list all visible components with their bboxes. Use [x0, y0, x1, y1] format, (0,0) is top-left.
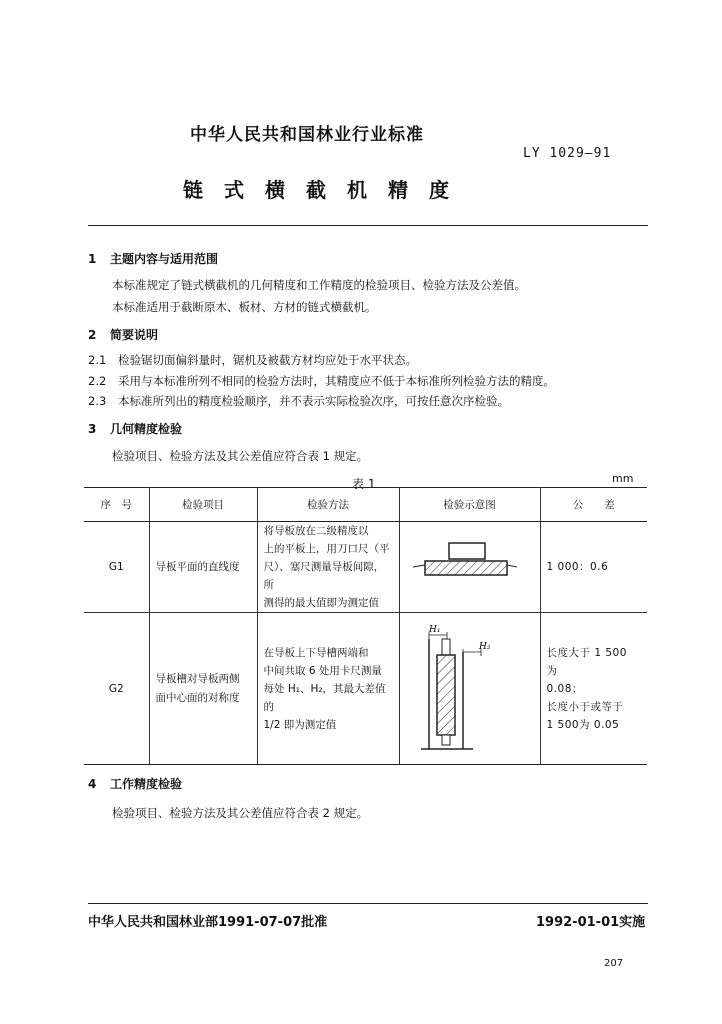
- table-row: [84, 522, 647, 613]
- tolerance-line: 0.08；: [546, 682, 583, 695]
- tolerance-line: 1 000：0.6: [546, 561, 609, 573]
- clause-text: 采用与本标准所列不相同的检验方法时，其精度应不低于本标准所列检验方法的精度。: [118, 374, 555, 388]
- h1-label: H₁: [428, 625, 440, 635]
- header-divider: [88, 225, 648, 226]
- paragraph: 本标准适用于截断原木、板材、方材的链式横截机。: [112, 300, 377, 314]
- flat-plate-diagram: [405, 531, 535, 601]
- standard-name: 中华人民共和国林业行业标准: [190, 125, 424, 145]
- clause-number: 2.3: [88, 394, 107, 408]
- section-title: 主题内容与适用范围: [110, 252, 219, 266]
- row-tolerance: [540, 613, 647, 765]
- method-line: 在导板上下导槽两端和: [263, 646, 369, 659]
- row-diagram: [399, 522, 540, 613]
- table-caption: 表 1: [352, 477, 376, 491]
- row-code: G2: [84, 613, 149, 765]
- standard-code: LY 1029—91: [523, 146, 612, 161]
- row-code: G1: [84, 522, 149, 613]
- paragraph: 检验项目、检验方法及其公差值应符合表 1 规定。: [112, 449, 369, 463]
- row-tolerance: [540, 522, 647, 613]
- paragraph: 检验项目、检验方法及其公差值应符合表 2 规定。: [112, 806, 369, 820]
- clause-number: 2.1: [88, 353, 107, 367]
- paragraph: 本标准规定了链式横截机的几何精度和工作精度的检验项目、检验方法及公差值。: [112, 278, 526, 292]
- row-method: [257, 613, 399, 765]
- tolerance-line: 1 500为 0.05: [546, 718, 620, 731]
- method-line: 1/2 即为测定值: [263, 718, 337, 731]
- h2-label: H₂: [478, 642, 490, 652]
- section-number: 4: [88, 777, 97, 791]
- section-1-heading: [88, 250, 218, 267]
- row-item: 导板平面的直线度: [149, 522, 257, 613]
- method-line: 上的平板上，用刀口尺（平: [263, 543, 390, 555]
- section-4-heading: [88, 775, 182, 792]
- table-header-row: [84, 488, 647, 522]
- header-cell: 公 差: [540, 488, 647, 522]
- clause-2-3: [88, 393, 509, 409]
- section-title: 几何精度检验: [110, 422, 183, 436]
- method-line: 尺）、塞尺测量导板间隙，所: [263, 561, 385, 591]
- method-line: 每处 H₁、H₂，其最大差值的: [263, 682, 386, 713]
- page-number: 207: [604, 958, 624, 969]
- header-cell: 检验示意图: [399, 488, 540, 522]
- method-line: 将导板放在二级精度以: [263, 525, 369, 537]
- section-number: 2: [88, 328, 97, 342]
- tolerance-line: 长度小于或等于: [546, 700, 624, 713]
- section-number: 1: [88, 252, 97, 266]
- guide-plate-diagram: [415, 617, 525, 757]
- method-line: 测得的最大值即为测定值: [263, 597, 379, 609]
- clause-2-1: [88, 352, 417, 368]
- method-line: 中间共取 6 处用卡尺测量: [263, 664, 382, 677]
- section-title: 工作精度检验: [110, 777, 183, 791]
- row-diagram: [399, 613, 540, 765]
- tolerance-line: 长度大于 1 500 为: [546, 646, 627, 677]
- table-unit: mm: [612, 472, 634, 485]
- header-cell: 检验项目: [149, 488, 257, 522]
- clause-text: 检验锯切面偏斜量时，锯机及被截方材均应处于水平状态。: [118, 353, 417, 367]
- section-title: 简要说明: [110, 328, 159, 342]
- clause-2-2: [88, 373, 555, 389]
- clause-number: 2.2: [88, 374, 107, 388]
- footer-divider: [88, 903, 648, 904]
- item-line: 导板槽对导板两侧: [155, 672, 240, 685]
- effective-date: 1992-01-01实施: [536, 915, 646, 930]
- item-line: 面中心面的对称度: [155, 691, 240, 704]
- row-item: [149, 613, 257, 765]
- accuracy-table: [84, 487, 647, 765]
- section-3-heading: [88, 420, 182, 437]
- header-cell: 序 号: [84, 488, 149, 522]
- section-2-heading: [88, 326, 158, 343]
- document-title: 链式横截机精度: [183, 178, 470, 202]
- approval-line: 中华人民共和国林业部1991-07-07批准: [88, 915, 328, 930]
- section-number: 3: [88, 422, 97, 436]
- table-row: [84, 613, 647, 765]
- row-method: [257, 522, 399, 613]
- header-cell: 检验方法: [257, 488, 399, 522]
- clause-text: 本标准所列出的精度检验顺序，并不表示实际检验次序，可按任意次序检验。: [118, 394, 509, 408]
